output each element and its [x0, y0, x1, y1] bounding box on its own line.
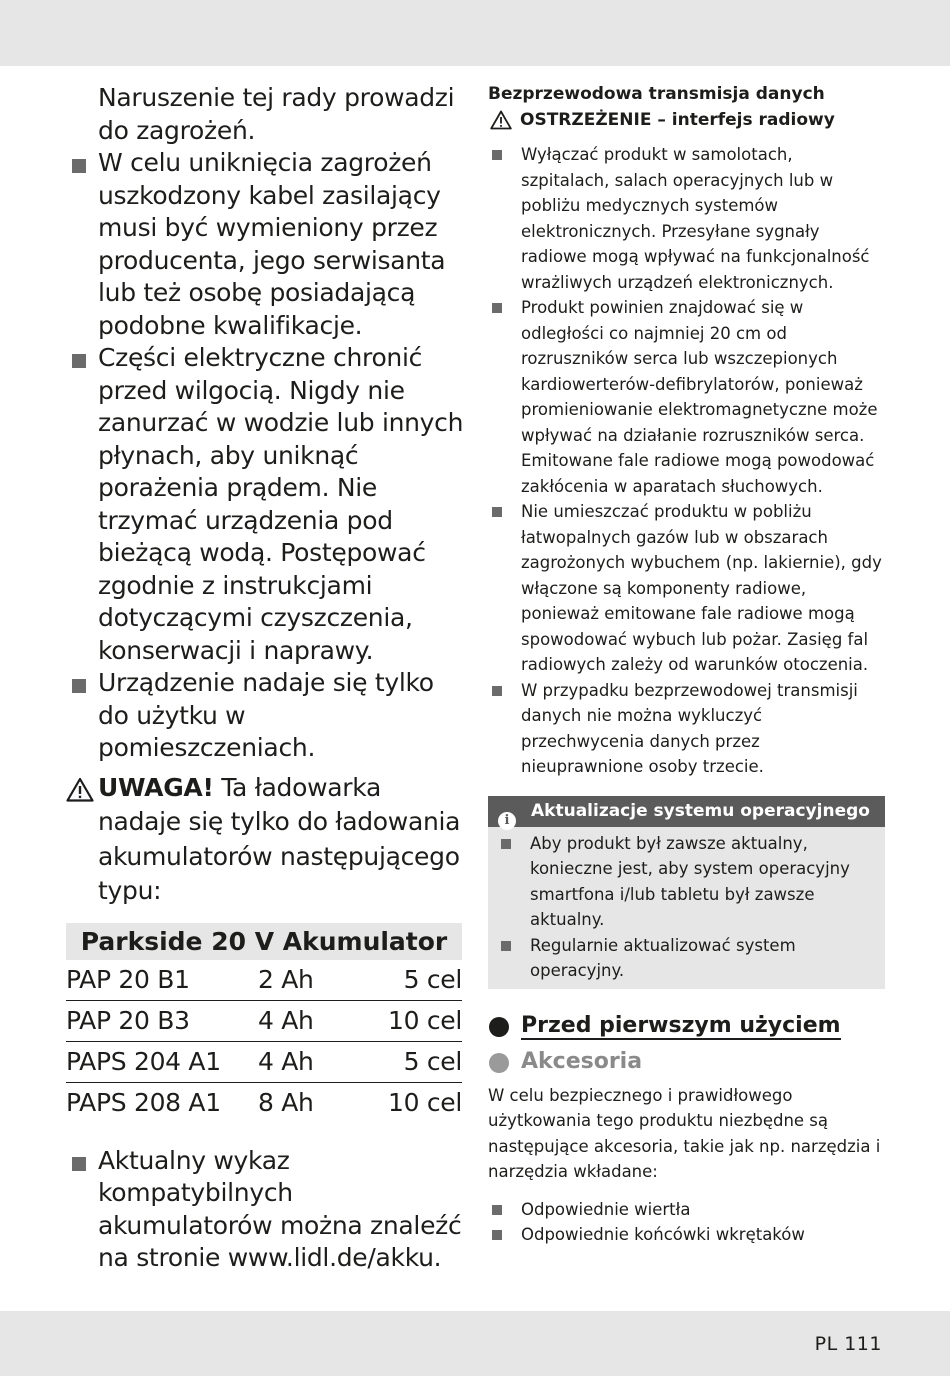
radio-warning: [488, 108, 885, 132]
warning-triangle-icon: [66, 777, 94, 802]
bullet-dot-icon: [489, 1017, 509, 1037]
left-column: [66, 82, 466, 1275]
battery-table: [66, 923, 462, 1123]
warning-label: UWAGA!: [98, 772, 214, 802]
list-item: Produkt powinien znajdować się w odległości co najmniej 20 cm od rozruszników serca lub wszczepionych kardiowerterów-defibrylatorów, ponieważ promieniowanie elektromagnetyczne może wpływać na działanie rozruszników serca. Emitowane fale radiowe mogą powodować zakłócenia w aparatach słuchowych.: [488, 295, 885, 499]
bullet-dot-icon: [489, 1053, 509, 1073]
list-item: Aby produkt był zawsze aktualny, konieczne jest, aby system operacyjny smartfona i/lub tabletu był zawsze aktualny.: [488, 831, 885, 933]
list-item: Wyłączać produkt w samolotach, szpitalach, salach operacyjnych lub w pobliżu medycznych systemów elektronicznych. Przesyłane sygnały radiowe mogą wpływać na funkcjonalność wrażliwych urządzeń elektronicznych.: [488, 142, 885, 295]
right-column: [488, 82, 885, 1248]
model-cell: PAPS 204 A1: [66, 1046, 221, 1076]
os-update-box: [488, 796, 885, 989]
list-item: Odpowiednie wiertła: [488, 1197, 885, 1223]
capacity-cell: 4 Ah: [258, 1005, 314, 1035]
section-title: Przed pierwszym użyciem: [521, 1012, 841, 1038]
footer-band: [0, 1311, 950, 1376]
table-row: [66, 1083, 462, 1123]
battery-table-title: Parkside 20 V Akumulator: [66, 923, 462, 960]
model-cell: PAP 20 B1: [66, 964, 190, 994]
warning-text: Ta ładowarka nadaje się tylko do ładowania akumulatorów następującego typu:: [98, 772, 461, 905]
bullet-moisture: Części elektryczne chronić przed wilgocią. Nigdy nie zanurzać w wodzie lub innych płynach, aby uniknąć porażenia prądem. Nie trzymać urządzenia pod bieżącą wodą. Postępować zgodnie z instrukcjami dotyczącymi czyszczenia, konserwacji i naprawy.: [66, 342, 466, 667]
bullet-compatible-list: Aktualny wykaz kompatybilnych akumulatorów można znaleźć na stronie www.lidl.de/akku.: [66, 1145, 466, 1275]
list-item: Nie umieszczać produktu w pobliżu łatwopalnych gazów lub w obszarach zagrożonych wybuchem (np. lakiernie), gdy włączone są komponenty radiowe, ponieważ emitowane fale radiowe mogą spowodować wybuch lub pożar. Zasięg fal radiowych zależy od warunków otoczenia.: [488, 499, 885, 678]
header-band: [0, 0, 950, 66]
capacity-cell: 2 Ah: [258, 964, 314, 994]
info-icon: i: [498, 812, 516, 830]
table-row: [66, 1001, 462, 1042]
radio-bullet-list: [488, 142, 885, 780]
bullet-indoor: Urządzenie nadaje się tylko do użytku w pomieszczeniach.: [66, 667, 466, 765]
capacity-cell: 4 Ah: [258, 1046, 314, 1076]
wireless-heading: Bezprzewodowa transmisja danych: [488, 84, 825, 104]
accessories-text: W celu bezpiecznego i prawidłowego użytkowania tego produktu niezbędne są następujące akcesoria, takie jak np. narzędzia i narzędzia wkładane:: [488, 1085, 881, 1181]
intro-text: Naruszenie tej rady prowadzi do zagrożeń.: [98, 83, 455, 145]
safety-instructions: [66, 82, 466, 765]
list-item: Odpowiednie końcówki wkrętaków: [488, 1222, 885, 1248]
list-item: Regularnie aktualizować system operacyjny.: [488, 933, 885, 984]
bullet-cable: W celu uniknięcia zagrożeń uszkodzony kabel zasilający musi być wymieniony przez producenta, jego serwisanta lub też osobę posiadającą podobne kwalifikacje.: [66, 147, 466, 342]
model-cell: PAP 20 B3: [66, 1005, 190, 1035]
charger-warning: [66, 771, 466, 909]
table-row: [66, 960, 462, 1001]
page-number: PL 111: [814, 1333, 882, 1355]
os-update-title: Aktualizacje systemu operacyjnego: [531, 800, 870, 821]
cells-cell: 5 cel: [403, 1046, 462, 1076]
os-update-header: [488, 796, 885, 827]
radio-warning-text: OSTRZEŻENIE – interfejs radiowy: [520, 110, 835, 130]
os-update-list: [488, 831, 885, 984]
warning-triangle-icon: [490, 110, 512, 130]
accessories-list: [488, 1197, 885, 1248]
section-first-use: [488, 1011, 885, 1041]
capacity-cell: 8 Ah: [258, 1087, 314, 1117]
list-item: W przypadku bezprzewodowej transmisji danych nie można wykluczyć przechwycenia danych przez nieuprawnione osoby trzecie.: [488, 678, 885, 780]
cells-cell: 5 cel: [403, 964, 462, 994]
model-cell: PAPS 208 A1: [66, 1087, 221, 1117]
table-row: [66, 1042, 462, 1083]
cells-cell: 10 cel: [387, 1005, 462, 1035]
section-title: Akcesoria: [521, 1048, 643, 1074]
compatibility-note: [66, 1145, 466, 1275]
cells-cell: 10 cel: [387, 1087, 462, 1117]
section-accessories: [488, 1047, 885, 1077]
